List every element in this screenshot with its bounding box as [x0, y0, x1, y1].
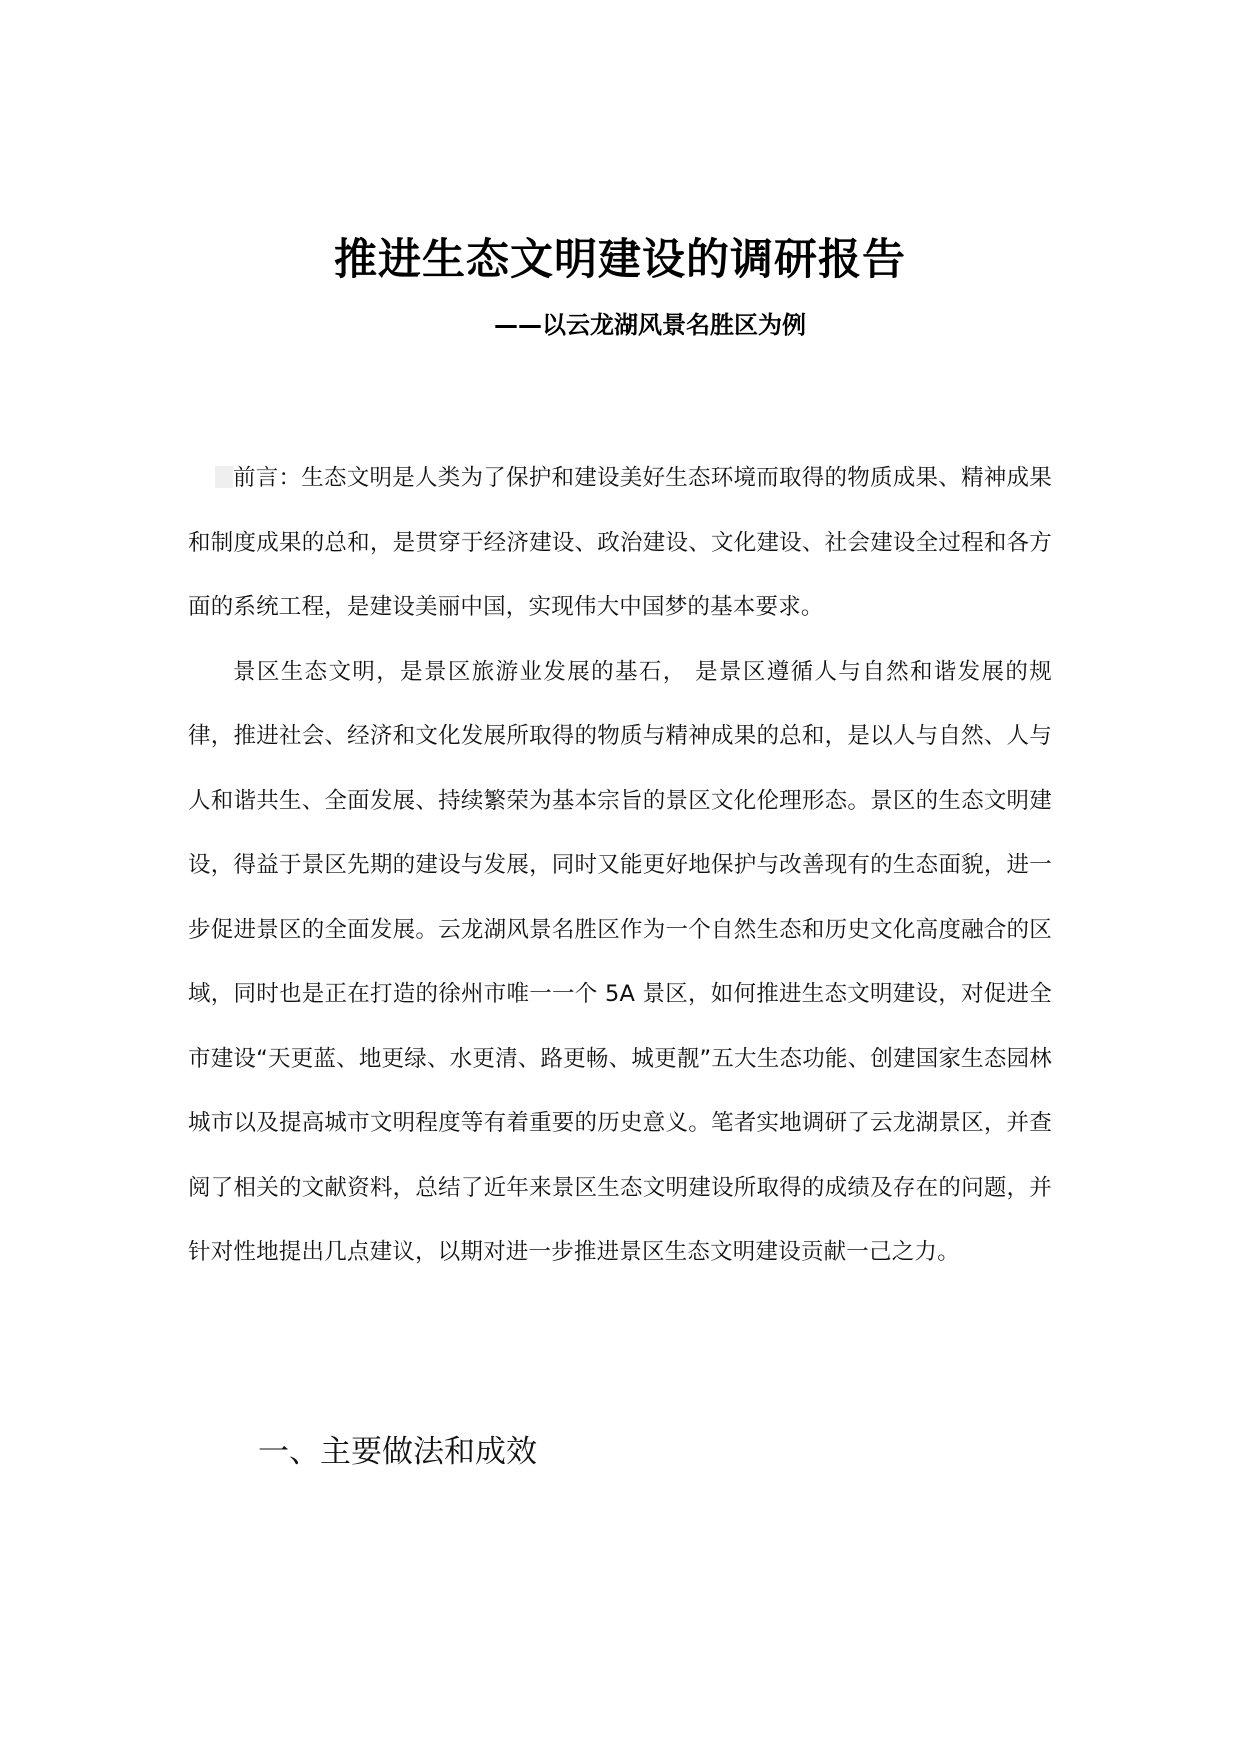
- preface-paragraph: [188, 446, 1052, 640]
- document-subtitle: ——以云龙湖风景名胜区为例: [494, 311, 806, 339]
- body-paragraph: 景区生态文明，是景区旅游业发展的基石， 是景区遵循人与自然和谐发展的规律，推进社会、经济和文化发展所取得的物质与精神成果的总和，是以人与自然、人与人和谐共生、全面发展、持续繁荣为基本宗旨的景区文化伦理形态。景区的生态文明建设，得益于景区先期的建设与发展，同时又能更好地保护与改善现有的生态面貌，进一步促进景区的全面发展。云龙湖风景名胜区作为一个自然生态和历史文化高度融合的区域，同时也是正在打造的徐州市唯一一个 5A 景区，如何推进生态文明建设，对促进全市建设“天更蓝、地更绿、水更清、路更畅、城更靓”五大生态功能、创建国家生态园林城市以及提高城市文明程度等有着重要的历史意义。笔者实地调研了云龙湖景区，并查阅了相关的文献资料，总结了近年来景区生态文明建设所取得的成绩及存在的问题，并针对性地提出几点建议，以期对进一步推进景区生态文明建设贡献一己之力。: [188, 658, 1052, 1265]
- preface-text: 前言：生态文明是人类为了保护和建设美好生态环境而取得的物质成果、精神成果和制度成果的总和，是贯穿于经济建设、政治建设、文化建设、社会建设全过程和各方面的系统工程，是建设美丽中国，实现伟大中国梦的基本要求。: [188, 465, 1052, 620]
- document-body: [188, 446, 1052, 1285]
- section-heading: 一、主要做法和成效: [258, 1434, 537, 1470]
- highlight-marker: [215, 466, 233, 488]
- document-title: 推进生态文明建设的调研报告: [334, 235, 906, 285]
